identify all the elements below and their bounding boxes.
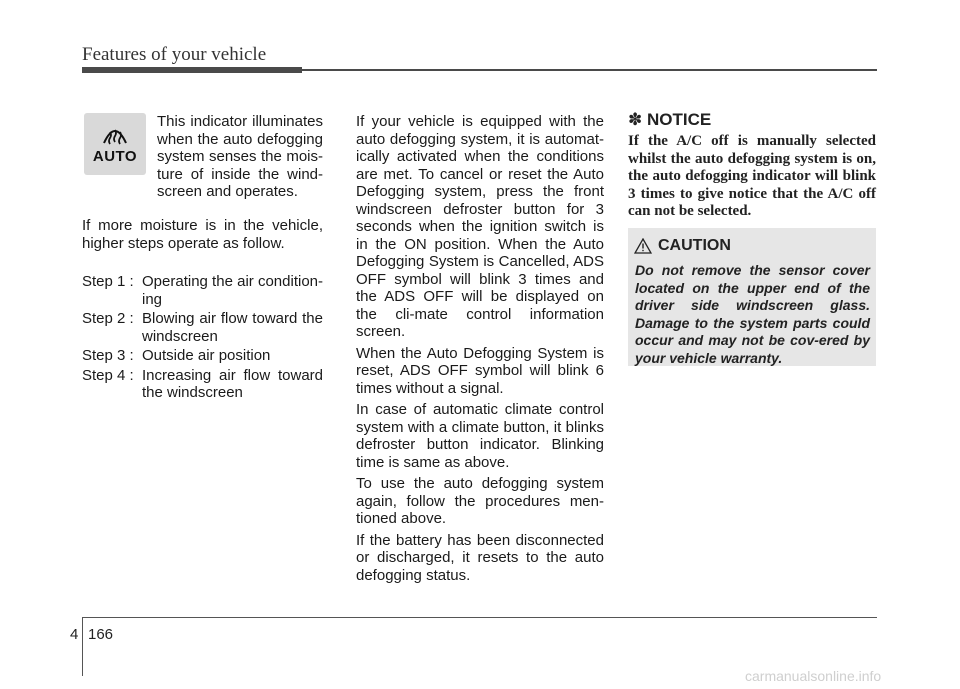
paragraph: To use the auto defogging system again, follow the procedures men-tioned above. xyxy=(356,475,604,527)
paragraph: In case of automatic climate control system with a climate button, it blinks defroster button indicator. Blinking time is same as above. xyxy=(356,401,604,471)
footer-rule xyxy=(82,617,877,618)
caution-body: Do not remove the sensor cover located on the upper end of the driver side windscreen glass. Damage to the system parts could occur and may not be cov-ered by your vehicle warranty. xyxy=(635,262,870,366)
auto-defog-icon xyxy=(100,123,130,147)
step-text: Operating the air condition-ing xyxy=(142,273,323,308)
auto-defog-indicator xyxy=(84,113,146,175)
paragraph: When the Auto Defogging System is reset, ADS OFF symbol will blink 6 times without a signal. xyxy=(356,344,604,397)
watermark: carmanualsonline.info xyxy=(745,668,882,684)
warning-triangle-icon xyxy=(634,238,652,254)
step-item xyxy=(82,310,323,345)
caution-box xyxy=(628,228,876,366)
header-rule-thin xyxy=(82,69,877,71)
caution-title: CAUTION xyxy=(658,237,731,254)
step-label: Step 3 : xyxy=(82,347,138,364)
step-label: Step 4 : xyxy=(82,366,138,384)
page-number: 166 xyxy=(88,626,114,643)
step-item xyxy=(82,273,323,308)
step-text: Increasing air flow toward the windscreen xyxy=(142,366,323,401)
caution-header xyxy=(634,237,731,255)
steps-list xyxy=(82,273,323,404)
step-text: Blowing air flow toward the windscreen xyxy=(142,310,323,345)
step-item xyxy=(82,367,323,402)
step-text: Outside air position xyxy=(142,347,271,364)
notice-body: If the A/C off is manually selected whilst the auto defogging system is on, the auto defogging indicator will blink 3 times to give notice that the A/C off can not be selected. xyxy=(628,133,876,219)
step-item xyxy=(82,347,323,365)
paragraph: If the battery has been disconnected or discharged, it resets to the auto defogging status. xyxy=(356,531,604,584)
indicator-description: This indicator illuminates when the auto defogging system senses the mois-ture of inside the wind-screen and operates. xyxy=(157,113,323,200)
page-header-title: Features of your vehicle xyxy=(82,44,267,65)
step-label: Step 1 : xyxy=(82,273,138,290)
moisture-description: If more moisture is in the vehicle, higher steps operate as follow. xyxy=(82,217,323,252)
chapter-number: 4 xyxy=(70,626,79,643)
auto-defog-explanation xyxy=(356,113,604,588)
notice-title: ✽ NOTICE xyxy=(628,110,712,129)
footer-divider xyxy=(82,618,83,676)
paragraph: If your vehicle is equipped with the auto defogging system, it is automat-ically activated when the conditions are met. To cancel or reset the Auto Defogging system, press the front windscreen defroster button for 3 seconds when the ignition switch is in the ON position. When the Auto Defogging System is Cancelled, ADS OFF symbol will blink 3 times and the ADS OFF will be displayed on the cli-mate control information screen. xyxy=(356,113,604,340)
step-label: Step 2 : xyxy=(82,310,138,327)
auto-icon-label: AUTO xyxy=(92,148,138,165)
